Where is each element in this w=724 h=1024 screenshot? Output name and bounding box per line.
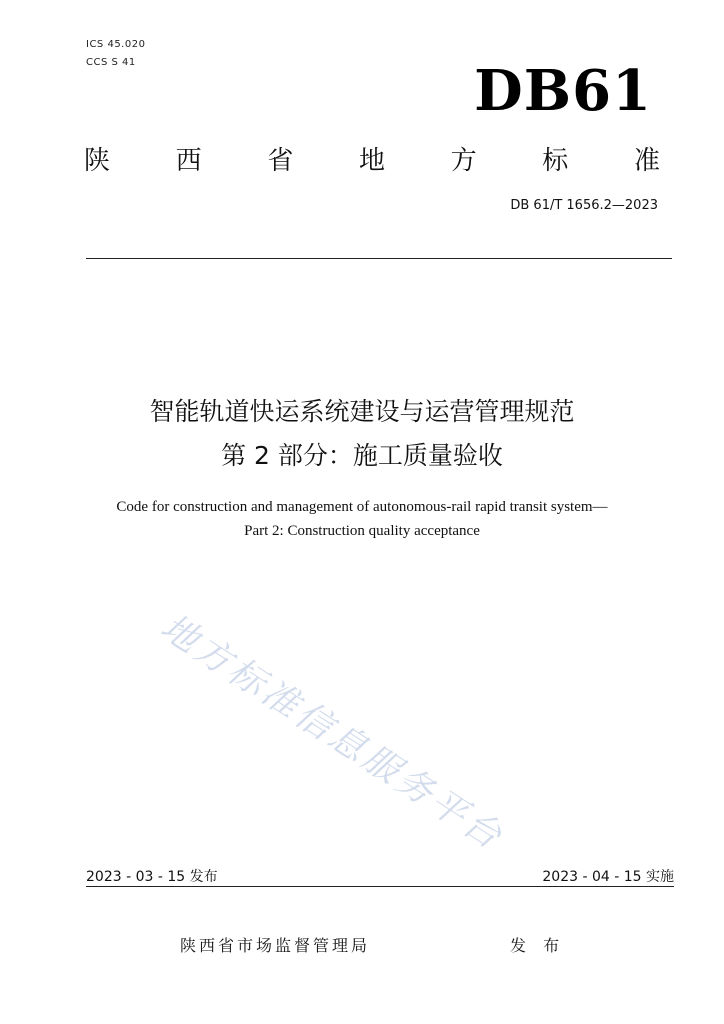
db61-logo: DB61 (474, 58, 652, 124)
ics-code: ICS 45.020 (86, 39, 146, 50)
bottom-divider (86, 886, 674, 887)
title-en-line1: Code for construction and management of autonomous-rail rapid transit system— (116, 499, 608, 515)
standard-type-char: 方 (450, 146, 477, 176)
standard-type (84, 140, 660, 177)
classification-codes (86, 36, 145, 72)
issuer-name: 陕西省市场监督管理局 (180, 936, 371, 955)
title-cn-line1: 智能轨道快运系统建设与运营管理规范 (149, 397, 575, 426)
top-divider (86, 258, 672, 259)
watermark: 地方标准信息服务平台 (153, 606, 512, 859)
implement-date: 2023 - 04 - 15 实施 (542, 869, 674, 885)
standard-type-char: 准 (633, 146, 660, 176)
standard-type-char: 省 (267, 146, 294, 176)
ccs-code: CCS S 41 (86, 57, 136, 68)
title-en-line2: Part 2: Construction quality acceptance (244, 523, 480, 539)
title-cn-line2: 第 2 部分：施工质量验收 (221, 441, 503, 470)
standard-type-char: 西 (175, 146, 202, 176)
standard-number: DB 61/T 1656.2—2023 (510, 198, 658, 213)
standard-type-char: 地 (358, 146, 385, 176)
standard-type-char: 陕 (84, 146, 111, 176)
standard-type-char: 标 (542, 146, 569, 176)
issue-label: 发 布 (510, 936, 566, 955)
publish-date: 2023 - 03 - 15 发布 (86, 869, 218, 885)
